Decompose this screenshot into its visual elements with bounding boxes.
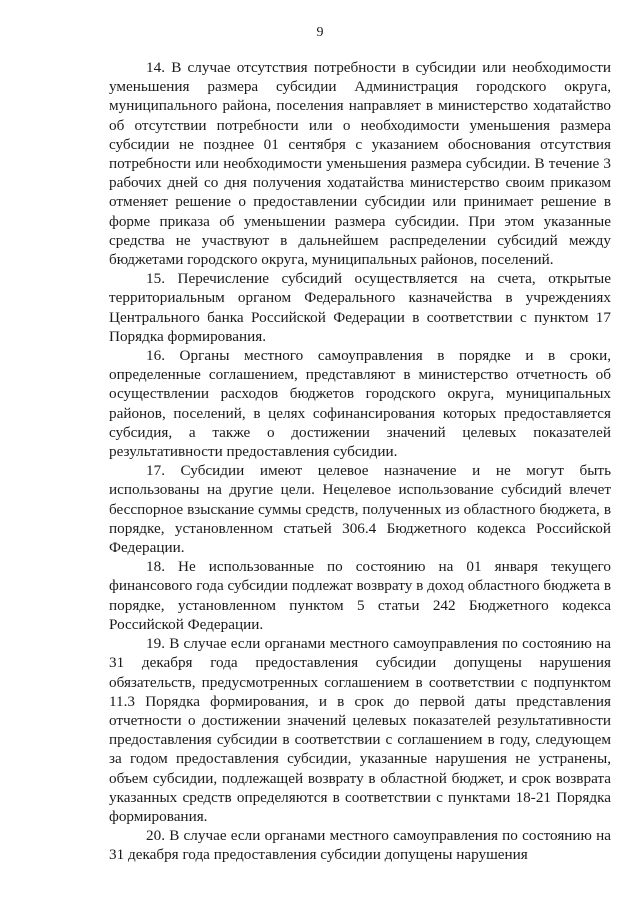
paragraph-16: 16. Органы местного самоуправления в порядке и в сроки, определенные соглашением, представляют в министерство отчетность об осуществлении расходов бюджетов городского округа, муниципальных районов, поселений, в целях софинансирования которых предоставляется субсидия, а также о достижении значений целевых показателей результативности предоставления субсидии. [109,347,611,461]
paragraph-17: 17. Субсидии имеют целевое назначение и не могут быть использованы на другие цели. Нецелевое использование субсидий влечет бесспорное взыскание суммы средств, полученных из областного бюджета, в порядке, установленном статьей 306.4 Бюджетного кодекса Российской Федерации. [109,462,611,557]
paragraph-14: 14. В случае отсутствия потребности в субсидии или необходимости уменьшения размера субсидии Администрация городского округа, муниципального района, поселения направляет в министерство ходатайство об отсутствии потребности или о необходимости уменьшения размера субсидии не позднее 01 сентября с указанием обоснования отсутствия потребности или необходимости уменьшения размера субсидии. В течение 3 рабочих дней со дня получения ходатайства министерство своим приказом отменяет решение о предоставлении субсидии или принимает решение в форме приказа об уменьшении размера субсидии. При этом указанные средства не участвуют в дальнейшем распределении субсидий между бюджетами городского округа, муниципальных районов, поселений. [109,59,611,269]
paragraph-19: 19. В случае если органами местного самоуправления по состоянию на 31 декабря года предоставления субсидии допущены нарушения обязательств, предусмотренных соглашением в соответствии с подпунктом 11.3 Порядка формирования, и в срок до первой даты представления отчетности о достижении значений целевых показателей результативности предоставления субсидии в соответствии с соглашением в году, следующем за годом предоставления субсидии, указанные нарушения не устранены, объем субсидии, подлежащей возврату в областной бюджет, и срок возврата указанных средств определяются в соответствии с пунктами 18-21 Порядка формирования. [109,635,611,825]
paragraph-20: 20. В случае если органами местного самоуправления по состоянию на 31 декабря года предоставления субсидии допущены нарушения [109,827,611,864]
paragraph-18: 18. Не использованные по состоянию на 01 января текущего финансового года субсидии подлежат возврату в доход областного бюджета в порядке, установленном пунктом 5 статьи 242 Бюджетного кодекса Российской Федерации. [109,558,611,633]
page-number: 9 [316,25,324,40]
document-body [109,58,611,865]
paragraph-15: 15. Перечисление субсидий осуществляется на счета, открытые территориальным органом Федерального казначейства в учреждениях Центрального банка Российской Федерации в соответствии с пунктом 17 Порядка формирования. [109,270,611,345]
